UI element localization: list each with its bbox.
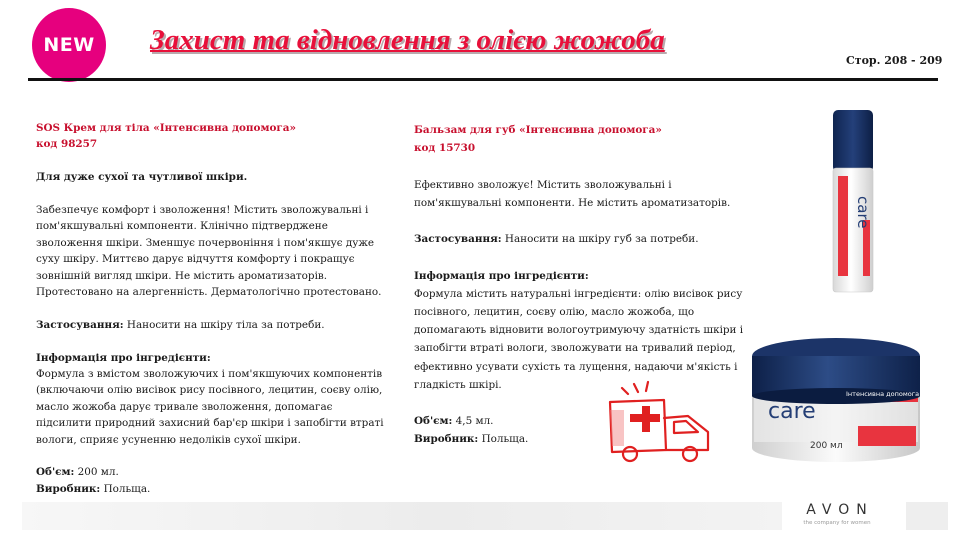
body-cream-subtitle: Для дуже сухої та чутливої шкіри. [36, 171, 248, 184]
lip-balm-code: код 15730 [414, 142, 476, 155]
lip-balm-name: Бальзам для губ «Інтенсивна допомога» [414, 124, 662, 136]
tube-brand: care [854, 196, 872, 229]
lip-balm-usage: Застосування: Наносити на шкіру губ за потреби. [414, 233, 699, 246]
lip-balm-maker: Виробник: Польща. [414, 433, 529, 446]
body-cream-maker: Виробник: Польща. [36, 482, 151, 495]
avon-logo-text: AVON [806, 502, 874, 518]
page-title: Захист та відновлення з олією жожоба [150, 24, 665, 56]
ambulance-icon [604, 380, 718, 466]
lip-balm-text: Ефективно зволожує! Містить зволожувальні і пом'якшувальні компоненти. Не містить ароматизаторів. [414, 178, 731, 209]
body-cream-name: SOS Крем для тіла «Інтенсивна допомога» [36, 122, 297, 134]
jar-volume: 200 мл [810, 441, 843, 451]
avon-tagline: the company for women [803, 520, 871, 526]
body-cream-usage: Застосування: Наносити на шкіру тіла за потреби. [36, 318, 325, 331]
lip-balm-tube-image [818, 108, 888, 294]
body-cream-ingredients-label: Інформація про інгредієнти: [36, 351, 211, 364]
avon-logo [792, 502, 882, 526]
footer-bar-end [906, 502, 948, 530]
jar-brand: care [768, 399, 816, 424]
body-cream-jar-image [746, 336, 926, 464]
footer-bar [22, 502, 782, 530]
lip-balm-ingredients-label: Інформація про інгредієнти: [414, 269, 589, 282]
body-cream-text: Забезпечує комфорт і зволоження! Містить зволожувальні і пом'якшувальні компоненти. Клінічно підтверджене зволоження шкіри. Зменшує почервоніння і пом'якшує дуже суху шкіру. Миттєво дарує відчуття комфорту і покращує зовнішній вигляд шкіри. Не містить ароматизаторів. Протестовано на алергенність. Дерматологічно протестовано. [36, 204, 382, 299]
lip-balm-volume: Об'єм: 4,5 мл. [414, 415, 494, 428]
page-numbers: Стор. 208 - 209 [846, 54, 943, 67]
body-cream-code: код 98257 [36, 138, 98, 151]
header-divider [28, 78, 938, 81]
jar-label: Інтенсивна допомога [846, 390, 920, 398]
body-cream-description [36, 120, 386, 497]
body-cream-volume: Об'єм: 200 мл. [36, 466, 119, 479]
new-badge-label: NEW [43, 34, 95, 56]
new-badge [32, 8, 106, 82]
lip-balm-ingredients: Формула містить натуральні інгредієнти: олію висівок рису посівного, лецитин, соєву олію, масло жожоба, що допомагають відновити вологоутримуючу здатність шкіри і запобігти втраті вологи, зволожувати на тривалий період, ефективно усувати сухість та лущення, надаючи м'якість і гладкість шкірі. [414, 287, 744, 391]
body-cream-ingredients: Формула з вмістом зволожуючих і пом'якшуючих компонентів (включаючи олію висівок рису посівного, лецитин, соєву олію, масло жожоба дарує тривале зволоження, допомагає підсилити природний захисний бар'єр шкіри і запобігти втраті вологи, сприяє усуненню недоліків сухої шкіри. [36, 368, 384, 446]
